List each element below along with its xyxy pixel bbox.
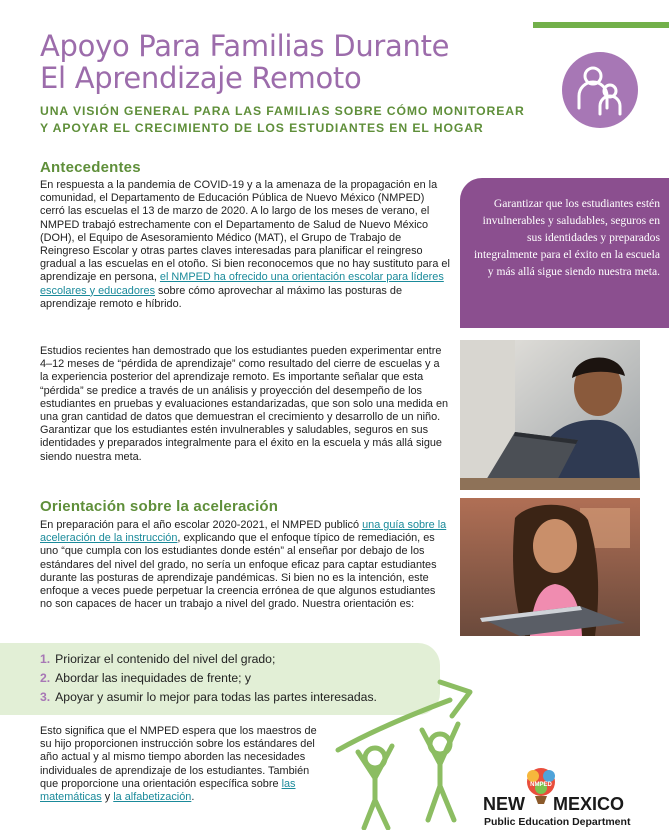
priorities-list xyxy=(40,650,377,707)
list-item xyxy=(40,688,377,707)
school-guidance-link[interactable]: el NMPED ha ofrecido una orientación escolar para líderes escolares y educadores xyxy=(40,271,444,297)
page-subtitle xyxy=(40,103,560,137)
paragraph-conjunction: y xyxy=(101,791,114,804)
section-heading-orientacion: Orientación sobre la aceleración xyxy=(40,498,279,515)
background-paragraph-1 xyxy=(40,179,450,311)
photo-girl-laptop xyxy=(460,498,640,636)
paragraph-text-end: sobre cómo aprovechar al máximo las posturas de aprendizaje remoto e híbrido. xyxy=(40,284,403,310)
paragraph-text: En preparación para el año escolar 2020-2021, el NMPED publicó xyxy=(40,519,363,531)
family-icon xyxy=(562,52,638,128)
background-paragraph-2: Estudios recientes han demostrado que los estudiantes pueden experimentar entre 4–12 meses de “pérdida de aprendizaje” como resultado del cierre de escuelas y a la experiencia posterior del aprendizaje remoto. Es importante señalar que esta “pérdida” se predice a través de un análisis y proyección del desempeño de los estudiantes en pruebas y evaluaciones estandarizadas, que son solo una medida en una gran cantidad de datos que demuestran el crecimiento y desarrollo de un niño. Garantizar que los estudiantes estén invulnerables y saludables, seguros en sus identidades y preparados integralmente para el éxito en la escuela y más allá sigue siendo nuestra meta. xyxy=(40,345,449,463)
math-link[interactable]: las matemáticas xyxy=(40,777,296,804)
paragraph-text: Esto significa que el NMPED espera que los maestros de su hijo proporcionen instrucción sobre los estándares del año actual y al mismo tiempo aborden las necesidades individuales de aprendizaje de los estudiantes. También que proporcione una orientación específica sobre xyxy=(40,725,317,790)
list-item xyxy=(40,669,377,688)
list-item-text: Apoyar y asumir lo mejor para todas las partes interesadas. xyxy=(55,690,377,704)
quote-text: Garantizar que los estudiantes estén invulnerables y saludables, seguros en sus identidades y preparados integralmente para el éxito en la escuela y más allá sigue siendo nuestra meta. xyxy=(473,197,660,278)
literacy-link[interactable]: la alfabetización xyxy=(113,791,192,804)
section-heading-antecedentes: Antecedentes xyxy=(40,159,141,176)
logo-balloon-text: NMPED xyxy=(530,782,552,788)
closing-paragraph xyxy=(40,725,322,804)
title-line-1: Apoyo Para Familias Durante xyxy=(40,29,450,63)
title-line-2: El Aprendizaje Remoto xyxy=(40,61,362,95)
subtitle-line-1: UNA VISIÓN GENERAL PARA LAS FAMILIAS SOBRE CÓMO MONITOREAR xyxy=(40,104,525,118)
page-title xyxy=(40,30,510,94)
nmped-logo xyxy=(478,764,648,830)
top-accent-bar xyxy=(533,22,669,28)
quote-box xyxy=(460,178,669,328)
logo-word-new: NEW xyxy=(483,794,525,814)
logo-word-mexico: MEXICO xyxy=(553,794,625,814)
guidance-paragraph xyxy=(40,519,450,611)
paragraph-text: En respuesta a la pandemia de COVID-19 y a la amenaza de la propagación en la comunidad, el Departamento de Educación Pública de Nuevo México (NMPED) cerró las escuelas el 13 de marzo de 2020. A lo largo de los meses de verano, el NMPED trabajó estrechamente con el Departamento de Salud de Nuevo México (DOH), el Equipo de Asesoramiento Médico (MAT), el Grupo de Trabajo de Reingreso Escolar y otras partes claves interesadas para planificar el reingreso gradual a las escuelas en el otoño. Si bien reconocemos que no hay sustituto para el aprendizaje en persona, xyxy=(40,179,450,284)
paragraph-period: . xyxy=(191,791,195,804)
acceleration-guide-link[interactable]: una guía sobre la aceleración de la instrucción xyxy=(40,519,447,545)
list-number: 1. xyxy=(40,652,51,666)
list-item-text: Priorizar el contenido del nivel del grado; xyxy=(55,652,276,666)
photo-boy-laptop xyxy=(460,340,640,490)
list-item xyxy=(40,650,377,669)
paragraph-text-end: , explicando que el enfoque típico de remediación, es uno “que cumpla con los estudiantes donde estén” al enseñar por debajo de los estándares del nivel del grado, no sería un enfoque eficaz para captar estudiantes durante las posturas de aprendizaje pandémicas. Si bien no es la intención, este enfoque a veces puede perpetuar la creencia errónea de que algunos estudiantes no son capaces de hacer un trabajo a nivel del grado. Nuestra orientación es: xyxy=(40,532,437,611)
subtitle-line-2: Y APOYAR EL CRECIMIENTO DE LOS ESTUDIANTES EN EL HOGAR xyxy=(40,121,484,135)
list-number: 3. xyxy=(40,690,51,704)
list-number: 2. xyxy=(40,671,51,685)
logo-tagline: Public Education Department xyxy=(484,816,631,828)
list-item-text: Abordar las inequidades de frente; y xyxy=(55,671,251,685)
